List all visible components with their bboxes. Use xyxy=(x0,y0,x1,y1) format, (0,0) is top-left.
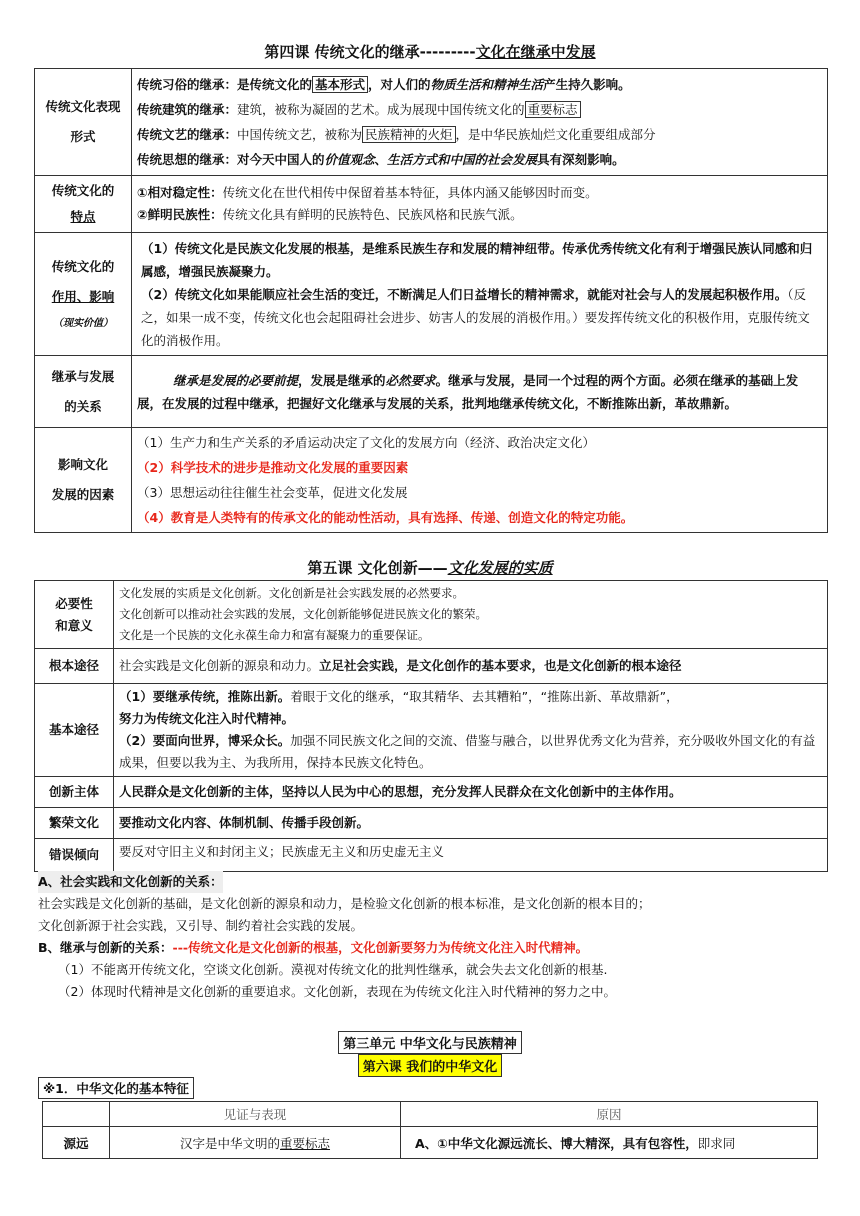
t: 传统习俗的继承：是传统文化的 xyxy=(137,77,313,92)
t: 化的 xyxy=(89,183,115,198)
t: 物质生活和精神生活 xyxy=(430,77,544,92)
lesson4-table xyxy=(34,68,828,533)
relation-b-heading xyxy=(38,937,838,959)
table-row xyxy=(35,233,828,356)
table-row xyxy=(35,428,828,533)
table-header-row xyxy=(43,1102,818,1127)
t: ，是中华民族灿烂文化重要组成部分 xyxy=(455,127,656,142)
row-label: 基本途径 xyxy=(35,684,114,777)
t: ①中华文化源远流长、博大精深，具有包容性， xyxy=(437,1135,698,1151)
relations-section xyxy=(38,871,838,1003)
t: ，对人们的 xyxy=(368,77,431,92)
paragraph: （1）传统文化是民族文化发展的根基，是维系民族生存和发展的精神纽带。传承优秀传统文化有利于增强民族认同感和归属感，增强民族凝聚力。 xyxy=(141,240,813,279)
label-text xyxy=(40,178,126,204)
table-row xyxy=(35,839,828,872)
t: 即求同 xyxy=(697,1135,736,1151)
header-empty xyxy=(43,1102,110,1127)
line-architecture xyxy=(137,97,822,122)
relation-b-red: ---传统文化是文化创新的根基，文化创新要努力为传统文化注入时代精神。 xyxy=(172,940,589,955)
relation-a-line: 社会实践是文化创新的基础，是文化创新的源泉和动力，是检验文化创新的根本标准，是文化创新的根本目的； xyxy=(38,896,651,911)
factor-4: （4）教育是人类特有的传承文化的能动性活动，具有选择、传递、创造文化的特定功能。 xyxy=(137,510,634,525)
label-text: 发展的因素 xyxy=(51,487,115,502)
relation-a-line: 文化创新源于社会实践，又引导、制约着社会实践的发展。 xyxy=(38,918,364,933)
t: （1）要继承传统，推陈出新。 xyxy=(119,689,291,704)
lesson6-title-wrap xyxy=(0,1054,860,1077)
t: 传统文化在世代相传中保留着基本特征，具体内涵又能够因时而变。 xyxy=(222,185,598,200)
t: 文化创新可以推动社会实践的发展，文化创新能够促进民族文化的繁荣。 xyxy=(119,607,487,621)
t: 价值观念 xyxy=(324,152,375,167)
table-row xyxy=(35,176,828,233)
t: 传统文艺的继承： xyxy=(137,127,238,142)
table-row xyxy=(35,69,828,176)
line-arts xyxy=(137,122,822,147)
lesson5-title xyxy=(0,557,860,578)
relation-b-line: （1）不能离开传统文化，空谈文化创新。漠视对传统文化的批判性继承，就会失去文化创新的根基. xyxy=(58,962,608,977)
t: A、 xyxy=(415,1135,438,1151)
lesson6-title: 第六课 我们的中华文化 xyxy=(358,1054,503,1077)
t: 基本形式 xyxy=(312,76,368,93)
t: 传统文 xyxy=(51,183,90,198)
unit-title-wrap xyxy=(0,1031,860,1054)
label-text: 的关系 xyxy=(64,398,102,414)
t: 建筑，被称为凝固的艺术。成为展现中国传统文化的 xyxy=(237,102,525,117)
lesson4-title xyxy=(0,41,860,62)
row-label: 错误倾向 xyxy=(35,839,114,872)
label-text: （现实价值） xyxy=(53,318,113,329)
table-row xyxy=(35,649,828,684)
factor-2: （2）科学技术的进步是推动文化发展的重要因素 xyxy=(137,460,409,475)
row-label xyxy=(35,428,132,533)
table-row xyxy=(35,581,828,649)
t: ②鲜明民族性： xyxy=(137,207,223,222)
label-text: 特点 xyxy=(70,209,96,224)
t: （2）传统文化如果能顺应社会生活的变迁，不断满足人们日益增长的精神需求，就能对社会与人的发展起积极作用。 xyxy=(141,286,788,302)
unit-title: 第三单元 中华文化与民族精神 xyxy=(338,1031,522,1054)
row-label xyxy=(35,233,132,356)
t: 必要前提 xyxy=(248,372,299,388)
label-text: 和意义 xyxy=(55,617,93,633)
t: 着眼于文化的继承，“取其精华、去其糟粕”，“推陈出新、革故鼎新”， xyxy=(290,689,679,704)
row-content xyxy=(114,649,828,684)
features-table xyxy=(42,1101,818,1159)
row-label: 创新主体 xyxy=(35,777,114,808)
relation-b-title: B、继承与创新的关系： xyxy=(38,940,173,955)
label-text: 必要性 xyxy=(55,595,93,611)
table-row xyxy=(35,777,828,808)
row-content: 要推动文化内容、体制机制、传播手段创新。 xyxy=(114,808,828,839)
row-content xyxy=(114,581,828,649)
t: 生活方式和中国的社会发展 xyxy=(387,152,538,167)
row-content xyxy=(132,233,828,356)
t: 努力为传统文化注入时代精神。 xyxy=(119,711,295,726)
row-reason xyxy=(401,1127,818,1159)
row-content xyxy=(132,176,828,233)
row-content xyxy=(132,69,828,176)
t: 必然要求 xyxy=(385,372,436,388)
lesson5-title-subtitle: 文化发展的实质 xyxy=(447,559,553,577)
paragraph xyxy=(137,283,822,352)
row-content xyxy=(114,684,828,777)
label-text: 影响文化 xyxy=(57,457,108,472)
label-text: 传统文化的 xyxy=(51,259,115,274)
t: 民族精神的火炬 xyxy=(362,126,456,143)
factor-3: （3）思想运动往往催生社会变革，促进文化发展 xyxy=(137,485,408,500)
table-row xyxy=(35,808,828,839)
label-text: 继承与发展 xyxy=(51,368,115,384)
row-label xyxy=(35,176,132,233)
t: 、 xyxy=(374,152,388,167)
table-row xyxy=(35,356,828,428)
t: 文化发展的实质是文化创新。文化创新是社会实践发展的必然要求。 xyxy=(119,586,464,600)
row-label: 根本途径 xyxy=(35,649,114,684)
line-thought xyxy=(137,147,822,172)
t: （反之，如果一成不变，传统文化也会起阻碍社会进步、妨害人的发展的消极作用。）要发挥传统文化的积极作用，克服传统文化的消极作用。 xyxy=(141,286,810,348)
row-label xyxy=(35,581,114,649)
row-label xyxy=(35,356,132,428)
column-header: 原因 xyxy=(401,1102,818,1127)
label-text: 传统文化表现形式 xyxy=(45,99,121,144)
row-label: 源远 xyxy=(43,1127,110,1159)
lesson4-title-subtitle: 文化在继承中发展 xyxy=(475,43,596,61)
section-heading xyxy=(38,1077,194,1099)
t: ，发展是继承的 xyxy=(298,372,386,388)
table-row xyxy=(43,1127,818,1159)
relation-a-title: A、社会实践和文化创新的关系： xyxy=(38,871,223,893)
label-text: 作用、影响 xyxy=(51,289,115,304)
t: 具有深刻影响。 xyxy=(537,152,625,167)
row-evidence xyxy=(110,1127,401,1159)
section-title: ※1．中华文化的基本特征 xyxy=(38,1077,194,1099)
relation-b-line: （2）体现时代精神是文化创新的重要追求。文化创新，表现在为传统文化注入时代精神的努力之中。 xyxy=(58,984,616,999)
table-row xyxy=(35,684,828,777)
row-content: 要反对守旧主义和封闭主义；民族虚无主义和历史虚无主义 xyxy=(114,839,828,872)
t: 社会实践是文化创新的源泉和动力。 xyxy=(119,658,320,673)
t: ①相对稳定性： xyxy=(137,185,223,200)
t: 是中华文明的 xyxy=(204,1135,280,1151)
t: 重要标志 xyxy=(280,1135,331,1151)
lesson5-table xyxy=(34,580,828,872)
t: 加强不同民族文化之间的交流、借鉴与融合，以世界优秀文化为营养，充分吸收外国文化的有益成果，但要以我为主、为我所用，保持本民族文化特色。 xyxy=(119,733,816,770)
lesson4-title-prefix: 第四课 传统文化的继承--------- xyxy=(264,43,476,61)
t: 传统文化具有鲜明的民族特色、民族风格和民族气派。 xyxy=(222,207,523,222)
t: 传统建筑的继承： xyxy=(137,102,238,117)
t: 传统思想的继承：对今天中国人的 xyxy=(137,152,325,167)
row-content xyxy=(132,428,828,533)
t: 立足社会实践，是文化创作的基本要求，也是文化创新的根本途径 xyxy=(319,658,682,673)
t: 继承是发展的 xyxy=(173,372,249,388)
row-label: 繁荣文化 xyxy=(35,808,114,839)
column-header: 见证与表现 xyxy=(110,1102,401,1127)
t: 重要标志 xyxy=(525,101,581,118)
t: 。继承与发展，是同一个过程的两个方面。必须在继承的基础上发展，在发展的过程中继承，把握好文化继承与发展的关系，批判地继承传统文化，不断推陈出新，革故鼎新。 xyxy=(137,372,799,411)
t: （2）要面向世界，博采众长。 xyxy=(119,733,291,748)
t: 产生持久影响。 xyxy=(543,77,631,92)
row-label xyxy=(35,69,132,176)
lesson5-title-prefix: 第五课 文化创新—— xyxy=(307,559,448,577)
t: 汉字 xyxy=(179,1135,205,1151)
t: 中国传统文艺，被称为 xyxy=(237,127,363,142)
factor-1: （1）生产力和生产关系的矛盾运动决定了文化的发展方向（经济、政治决定文化） xyxy=(137,435,595,450)
row-content: 人民群众是文化创新的主体，坚持以人民为中心的思想，充分发挥人民群众在文化创新中的主体作用。 xyxy=(114,777,828,808)
t: 文化是一个民族的文化永葆生命力和富有凝聚力的重要保证。 xyxy=(119,628,430,642)
row-content xyxy=(132,356,828,428)
line-customs xyxy=(137,72,822,97)
